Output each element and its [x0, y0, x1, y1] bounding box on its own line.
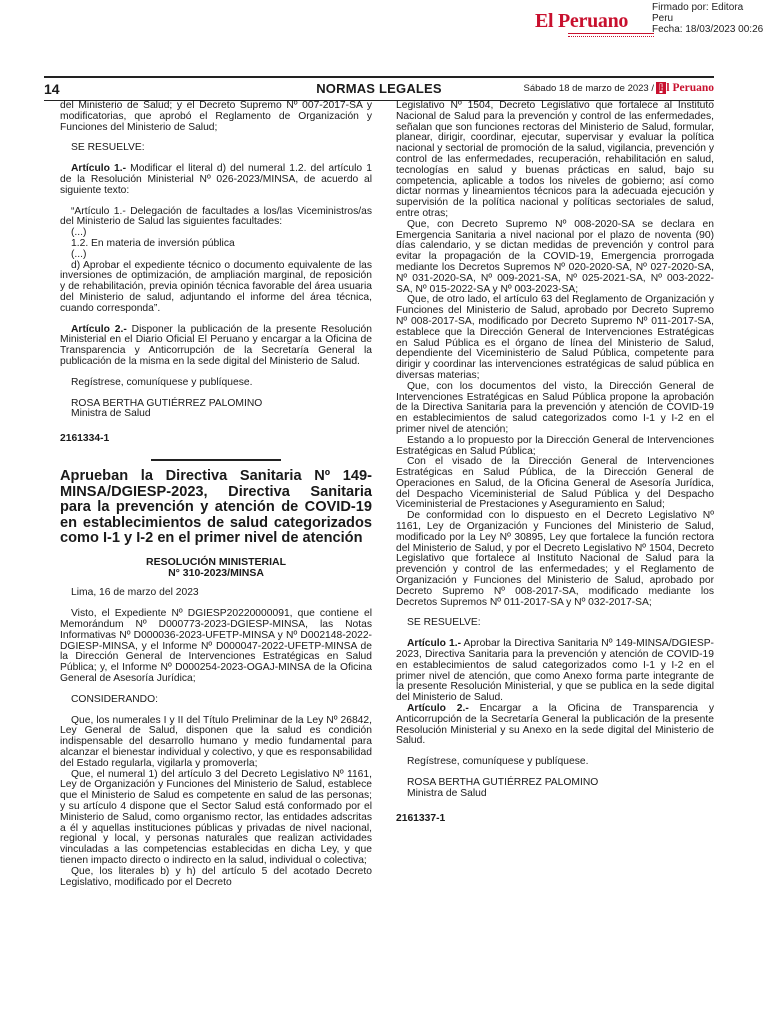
publication-code: 2161337-1	[396, 812, 446, 824]
article-text: Disponer la publicación de la presente Resolución Ministerial en el Diario Oficial El Peruano y encargar a la Oficina de Transparencia y Anticorrupción de la Secretaría General la publicación de la misma en la sede digital del Ministerio de Salud.	[60, 323, 373, 367]
article-text: Aprobar la Directiva Sanitaria Nº 149-MINSA/DGIESP-2023, Directiva Sanitaria para la prevención y atención de COVID-19 en establecimientos de salud categorizados como I-1 y I-2 en el primer nivel de atención, que como Anexo forma parte integrante de la presente Resolución Ministerial, y que se publica en la sede digital del Ministerio de Salud.	[396, 638, 714, 704]
section-divider	[151, 459, 281, 461]
paragraph: del Ministerio de Salud; y el Decreto Supremo Nº 007-2017-SA y modificatorias, que aprobó el Reglamento de Organización y Funciones del Ministerio de Salud;	[60, 100, 372, 133]
paragraph: Legislativo Nº 1504, Decreto Legislativo que fortalece al Instituto Nacional de Salud para la prevención y control de las enfermedades, señalan que son funciones rectoras del Ministerio de Salud, formular, planear, dirigir, coordinar, ejecutar, supervisar y evaluar la política nacional y sectorial de promoción de la salud, vigilancia, prevención y control de las enfermedades, recuperación, rehabilitación en salud, tecnologías en salud y buenas prácticas en salud, bajo su competencia, aplicable a todos los niveles de gobierno; así como dictar normas y lineamientos técnicos para la adecuada ejecución y supervisión de la política nacional y políticas sectoriales de salud, entre otras;	[396, 100, 714, 219]
paragraph: Que, con Decreto Supremo Nº 008-2020-SA se declara en Emergencia Sanitaria a nivel nacional por el plazo de noventa (90) días calendario, y se dictan medidas de prevención y control para evitar la propagación de la COVID-19, Emergencia prorrogada mediante los Decretos Supremos Nº 020-2020-SA, Nº 027-2020-SA, Nº 031-2020-SA, Nº 009-2021-SA, Nº 025-2021-SA, Nº 003-2022-SA, Nº 015-2022-SA y Nº 003-2023-SA;	[396, 218, 714, 295]
resolve-heading: SE RESUELVE:	[407, 617, 481, 629]
paragraph: De conformidad con lo dispuesto en el Decreto Legislativo Nº 1161, Ley de Organización y Funciones del Ministerio de Salud, modificado por la Ley Nº 30895, Ley que fortalece la función rectora del Ministerio de Salud, y por el Decreto Legislativo Nº 1504, Decreto Legislativo que fortalece al Instituto Nacional de Salud para la prevención y control de las enfermedades; y el Reglamento de Organización y Funciones del Ministerio de Salud, aprobado por Decreto Supremo Nº 008-2017-SA, modificado mediante los Decretos Supremos Nº 011-2017-SA y Nº 032-2017-SA;	[396, 510, 714, 608]
article-2	[396, 704, 714, 747]
el-peruano-logo: El Peruano	[535, 10, 629, 32]
article-label: Artículo 2.-	[407, 703, 469, 715]
paragraph: Estando a lo propuesto por la Dirección General de Intervenciones Estratégicas en Salud Pública;	[396, 434, 714, 457]
page-number: 14	[44, 81, 60, 97]
paragraph: Que, con los documentos del visto, la Dirección General de Intervenciones Estratégicas en Salud Pública propone la aprobación de la Directiva Sanitaria para la prevención y atención de COVID-19 en establecimientos de salud categorizados como I-1 y I-2 en el primer nivel de atención;	[396, 380, 714, 435]
place-date: Lima, 16 de marzo del 2023	[71, 587, 199, 599]
stamp-line-3: Fecha: 18/03/2023 00:26	[652, 24, 764, 35]
article-label: Artículo 1.-	[407, 638, 462, 650]
paragraph: 1.2. En materia de inversión pública	[71, 237, 235, 249]
paragraph: “Artículo 1.- Delegación de facultades a los/las Viceministros/as del Ministerio de Salud las siguientes facultades:	[60, 205, 372, 228]
stamp-line-2: Peru	[652, 13, 674, 24]
considerando-heading: CONSIDERANDO:	[71, 693, 158, 705]
article-text: Modificar el literal d) del numeral 1.2. del artículo 1 de la Resolución Ministerial Nº 026-2023/MINSA, de acuerdo al siguiente texto:	[60, 163, 372, 196]
header-date: Sábado 18 de marzo de 2023 /	[523, 83, 654, 94]
article-text: Encargar a la Oficina de Transparencia y Anticorrupción de la Secretaría General la publicación de la presente Resolución Ministerial y su Anexo en la sede digital del Ministerio de Salud.	[396, 703, 714, 747]
publication-code: 2161334-1	[60, 433, 110, 445]
ellipsis: (...)	[71, 248, 87, 260]
digital-signature-stamp	[652, 2, 763, 35]
signatory-name: ROSA BERTHA GUTIÉRREZ PALOMINO	[407, 777, 599, 789]
header-brand: El Peruano	[658, 82, 714, 94]
logo-underline	[568, 33, 654, 37]
page-header	[44, 76, 714, 101]
resolution-label: RESOLUCIÓN MINISTERIAL	[145, 555, 286, 568]
ellipsis: (...)	[71, 227, 87, 239]
signatory-title: Ministra de Salud	[407, 787, 487, 799]
signatory-name: ROSA BERTHA GUTIÉRREZ PALOMINO	[71, 397, 263, 409]
resolution-number: N° 310-2023/MINSA	[168, 566, 264, 579]
article-2	[60, 325, 372, 368]
article-label: Artículo 2.-	[71, 323, 127, 335]
paragraph: Que, el numeral 1) del artículo 3 del Decreto Legislativo Nº 1161, Ley de Organización y Funciones del Ministerio de Salud, establece que el Ministerio de Salud es competente en salud de las personas; y su artículo 4 dispone que el Sector Salud está conformado por el Ministerio de Salud, como organismo rector, las entidades adscritas a él y aquellas instituciones públicas y privadas de nivel nacional, regional y local, y personas naturales que realizan actividades vinculadas a las competencias establecidas en dicha Ley, y que tienen impacto directo o indirecto en la salud, individual o colectiva;	[60, 768, 372, 867]
resolve-heading: SE RESUELVE:	[71, 142, 145, 154]
closing-formula: Regístrese, comuníquese y publíquese.	[71, 376, 253, 388]
paragraph: Con el visado de la Dirección General de Intervenciones Estratégicas en Salud Pública, de la Dirección General de Operaciones en Salud, de la Oficina General de Asesoría Jurídica, del Despacho Viceministerial de Salud Pública y del Despacho Viceministerial de Prestaciones y Aseguramiento en Salud;	[396, 456, 714, 511]
article-label: Artículo 1.-	[71, 163, 127, 175]
stamp-line-1: Firmado por: Editora	[652, 2, 744, 13]
left-column	[60, 101, 372, 888]
paragraph: Que, los literales b) y h) del artículo 5 del acotado Decreto Legislativo, modificado por el Decreto	[60, 865, 372, 888]
closing-formula: Regístrese, comuníquese y publíquese.	[407, 756, 589, 768]
signatory-title: Ministra de Salud	[71, 408, 151, 420]
article-1	[60, 164, 372, 196]
right-column	[396, 101, 714, 824]
paragraph: Que, los numerales I y II del Título Preliminar de la Ley Nº 26842, Ley General de Salud, disponen que la salud es condición indispensable del desarrollo humano y medio fundamental para alcanzar el bienestar individual y colectivo, y que es responsabilidad del Estado regularla, vigilarla y promoverla;	[60, 714, 372, 769]
section-title: NORMAS LEGALES	[316, 81, 442, 96]
paragraph: Visto, el Expediente Nº DGIESP20220000091, que contiene el Memorándum Nº D000773-2023-DGIESP-MINSA, las Notas Informativas Nº D000036-2023-UFETP-MINSA y Nº D002148-2022-DGIESP-MINSA, y el Informe Nº D000047-2022-UFETP-MINSA de la Dirección General de Intervenciones Estratégicas en Salud Pública; y, el Informe Nº D000254-2023-OGAJ-MINSA de la Oficina General de Asesoría Jurídica;	[60, 608, 372, 685]
paragraph: d) Aprobar el expediente técnico o documento equivalente de las inversiones de optimización, de ampliación marginal, de reposición y de rehabilitación, previa opinión técnica favorable del área usuaria del Ministerio de salud, adjuntando el informe del área técnica, cuando corresponda”.	[60, 259, 372, 314]
headline: Aprueban la Directiva Sanitaria Nº 149-MINSA/DGIESP-2023, Directiva Sanitaria para la prevención y atención de COVID-19 en establecimientos de salud categorizados como I-1 y I-2 en el primer nivel de atención	[60, 467, 372, 547]
paragraph: Que, de otro lado, el artículo 63 del Reglamento de Organización y Funciones del Ministerio de Salud, aprobado por Decreto Supremo Nº 008-2017-SA, modificado por Decreto Supremo Nº 011-2017-SA, establece que la Dirección General de Intervenciones Estratégicas en Salud Pública es el órgano de línea del Ministerio de Salud, dependiente del Viceministerio de Salud Pública, competente para dirigir y coordinar las intervenciones estratégicas de salud pública en diversas materias;	[396, 294, 714, 381]
article-1	[396, 639, 714, 704]
